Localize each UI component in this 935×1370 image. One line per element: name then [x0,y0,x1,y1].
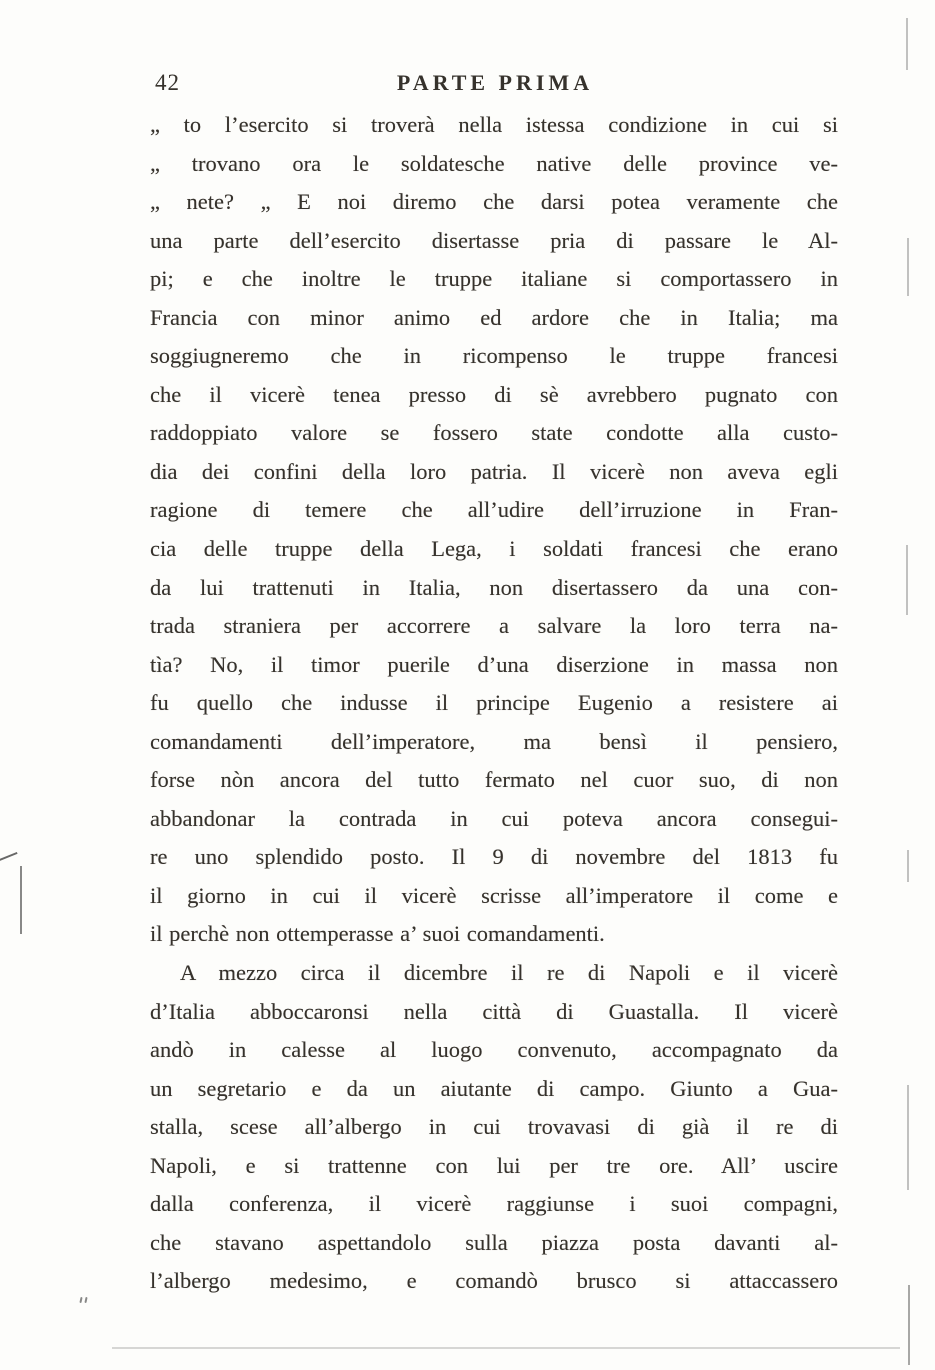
text-line: comandamenti dell’imperatore, ma bensì il pensiero, [150,728,838,754]
text-line: il perchè non ottemperasse a’ suoi comandamenti. [150,921,605,947]
text-line: „ nete? „ E noi diremo che darsi potea veramente che [150,189,838,215]
text-line: una parte dell’esercito disertasse pria di passare le Al- [150,227,838,253]
text-line: ragione di temere che all’udire dell’irruzione in Fran- [150,497,838,523]
text-line: A mezzo circa il dicembre il re di Napoli e il vicerè [180,960,838,986]
text-line: forse nòn ancora del tutto fermato nel cuor suo, di non [150,767,838,793]
scan-artifact-right-line [907,1085,909,1190]
scan-artifact-stray-mark [79,1297,82,1303]
scan-artifact-left-line [20,866,22,934]
scan-artifact-right-line [906,545,908,615]
text-line: soggiugneremo che in ricompenso le truppe francesi [150,343,838,369]
text-line: un segretario e da un aiutante di campo. Giunto a Gua- [150,1075,838,1101]
text-line: che stavano aspettandolo sulla piazza posta davanti al- [150,1229,838,1255]
text-line: „ to l’esercito si troverà nella istessa condizione in cui si [150,112,838,137]
text-line: Napoli, e si trattenne con lui per tre ore. All’ uscire [150,1152,838,1178]
text-line: l’albergo medesimo, e comandò brusco si attaccassero [150,1268,838,1294]
text-line: stalla, scese all’albergo in cui trovavasi di già il re di [150,1114,838,1140]
scan-artifact-left-dash [0,852,18,862]
text-line: „ trovano ora le soldatesche native delle province ve- [150,150,838,176]
text-line: pi; e che inoltre le truppe italiane si comportassero in [150,266,838,292]
text-line: Francia con minor animo ed ardore che in Italia; ma [150,304,838,330]
page-number: 42 [155,70,180,95]
text-line: andò in calesse al luogo convenuto, accompagnato da [150,1037,838,1063]
text-line: il giorno in cui il vicerè scrisse all’imperatore il come e [150,882,838,908]
text-line: fu quello che indusse il principe Eugenio a resistere ai [150,690,838,716]
text-line: che il vicerè tenea presso di sè avrebbero pugnato con [150,381,838,407]
scan-artifact-bottom-line [112,1347,900,1349]
scan-artifact-stray-mark [84,1297,87,1303]
running-header-title: PARTE PRIMA [396,70,594,95]
text-line: raddoppiato valore se fossero state condotte alla custo- [150,420,838,446]
text-line: abbandonar la contrada in cui poteva ancora consegui- [150,805,838,831]
text-line: trada straniera per accorrere a salvare la loro terra na- [150,613,838,639]
scan-artifact-right-line [907,850,909,882]
text-line: re uno splendido posto. Il 9 di novembre del 1813 fu [150,844,838,870]
text-line: dia dei confini della loro patria. Il vicerè non aveva egli [150,458,838,484]
scan-artifact-right-line [906,18,908,70]
text-line: cia delle truppe della Lega, i soldati francesi che erano [150,536,838,562]
text-line: d’Italia abboccaronsi nella città di Guastalla. Il vicerè [150,998,838,1024]
text-line: da lui trattenuti in Italia, non disertassero da una con- [150,574,838,600]
text-line: dalla conferenza, il vicerè raggiunse i suoi compagni, [150,1191,838,1217]
scan-artifact-right-line [908,1285,910,1365]
text-line: tìa? No, il timor puerile d’una diserzione in massa non [150,651,838,677]
scan-artifact-right-line [907,238,909,296]
body-text [150,106,838,1301]
